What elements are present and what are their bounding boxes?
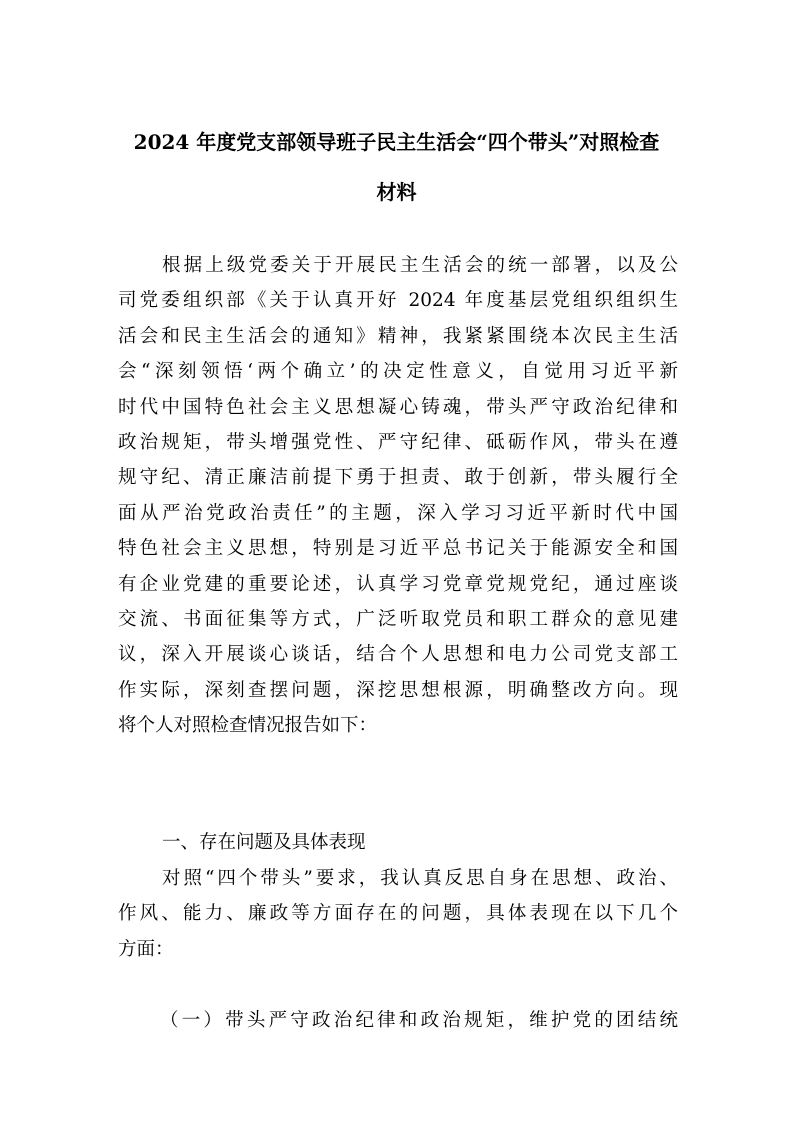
section-heading-1-text: 一、存在问题及具体表现 bbox=[162, 832, 366, 853]
paragraph-1-line: 规守纪、清正廉洁前提下勇于担责、敢于创新，带头履行全 bbox=[118, 467, 678, 489]
body-paragraph-1 bbox=[118, 248, 678, 743]
paragraph-1-line: 时代中国特色社会主义思想凝心铸魂，带头严守政治纪律和 bbox=[118, 396, 678, 418]
section-heading-1 bbox=[118, 825, 678, 860]
paragraph-1-line: 有企业党建的重要论述，认真学习党章党规党纪，通过座谈 bbox=[118, 573, 678, 595]
paragraph-2-line: 作风、能力、廉政等方面存在的问题，具体表现在以下几个 bbox=[118, 903, 678, 925]
paragraph-1-line: 会“深刻领悟‘两个确立’的决定性意义，自觉用习近平新 bbox=[118, 361, 678, 383]
body-paragraph-2 bbox=[118, 861, 678, 967]
paragraph-2-line: 方面： bbox=[118, 938, 174, 960]
subsection-heading-1: （一）带头严守政治纪律和政治规矩，维护党的团结统 bbox=[160, 1010, 678, 1031]
paragraph-1-line: 特色社会主义思想，特别是习近平总书记关于能源安全和国 bbox=[118, 538, 678, 560]
paragraph-1-line: 交流、书面征集等方式，广泛听取党员和职工群众的意见建 bbox=[118, 608, 678, 630]
paragraph-1-line: 将个人对照检查情况报告如下： bbox=[118, 715, 378, 737]
paragraph-1-line: 活会和民主生活会的通知》精神，我紧紧围绕本次民主生活 bbox=[118, 325, 678, 347]
paragraph-1-line: 根据上级党委关于开展民主生活会的统一部署，以及公 bbox=[162, 255, 678, 276]
paragraph-1-line: 议，深入开展谈心谈话，结合个人思想和电力公司党支部工 bbox=[118, 644, 678, 666]
paragraph-1-line: 作实际，深刻查摆问题，深挖思想根源，明确整改方向。现 bbox=[118, 679, 678, 701]
paragraph-1-line: 面从严治党政治责任”的主题，深入学习习近平新时代中国 bbox=[118, 502, 678, 524]
paragraph-1-line: 司党委组织部《关于认真开好 2024 年度基层党组织组织生 bbox=[118, 290, 678, 312]
paragraph-2-line: 对照“四个带头”要求，我认真反思自身在思想、政治、 bbox=[162, 868, 678, 889]
document-title-line-1: 2024 年度党支部领导班子民主生活会“四个带头”对照检查 bbox=[133, 130, 660, 154]
document-title-line-2: 材料 bbox=[376, 180, 417, 204]
paragraph-1-line: 政治规矩，带头增强党性、严守纪律、砥砺作风，带头在遵 bbox=[118, 431, 678, 453]
